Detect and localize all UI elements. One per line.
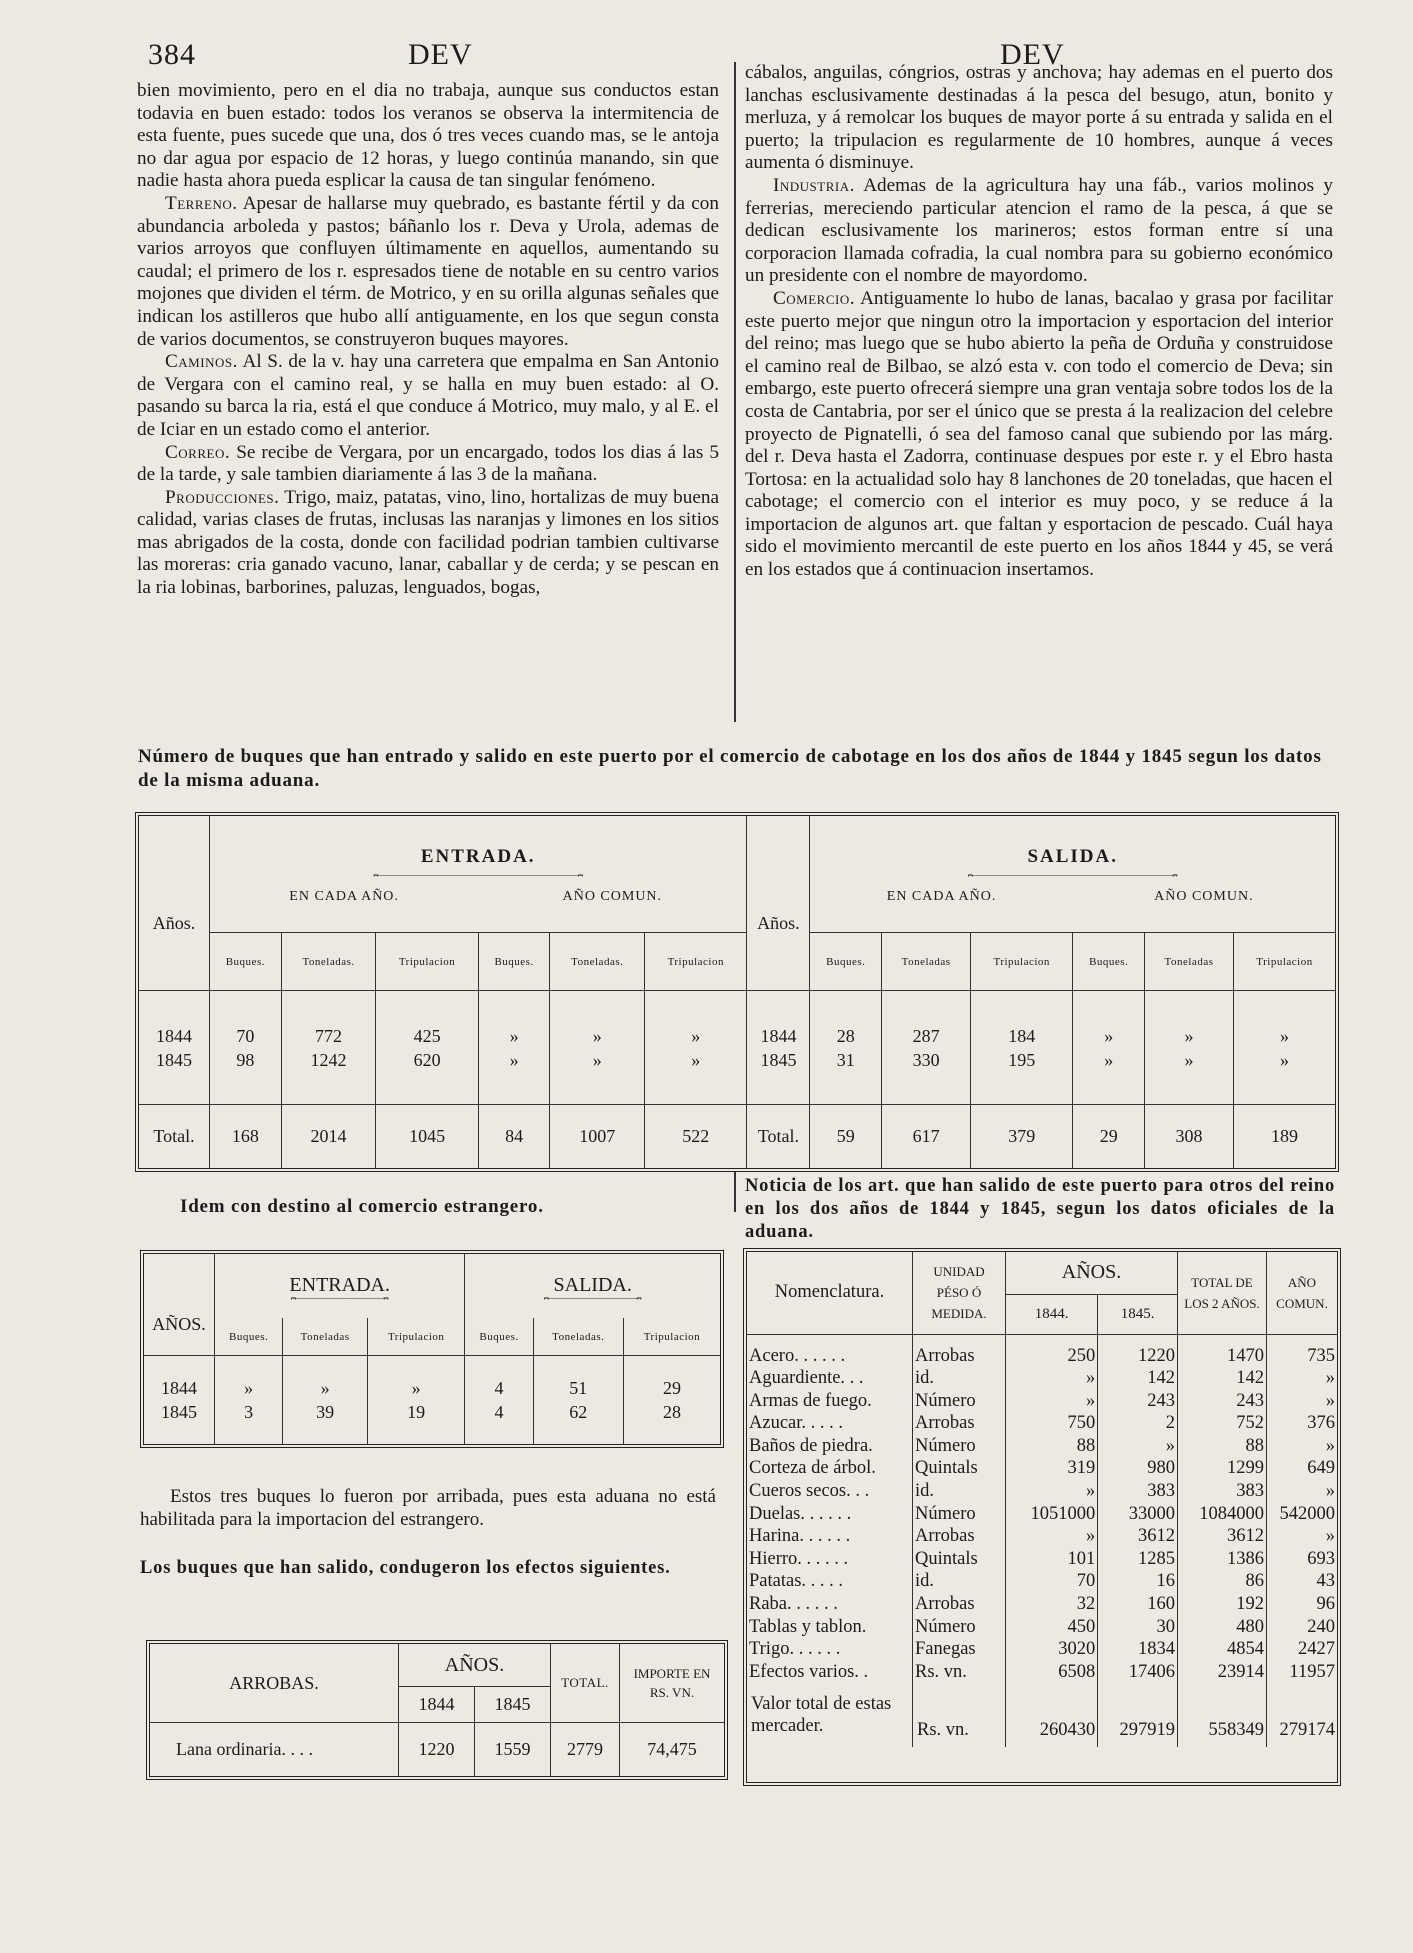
paragraph-heading: Producciones. xyxy=(165,486,280,508)
cell-value: 23914 xyxy=(1217,1661,1264,1682)
entrada-label-t2: ENTRADA. xyxy=(289,1274,390,1296)
total-value: 297919 xyxy=(1098,1683,1178,1747)
cell-value: Aguardiente. . . xyxy=(749,1368,864,1389)
cell-value: 752 xyxy=(1236,1413,1264,1434)
cell-value: Baños de piedra. xyxy=(749,1435,873,1456)
paragraph-text: Antiguamente lo hubo de lanas, bacalao y grasa por facilitar este puerto mejor que ningun otro la importacion y esportacion del interior del reino; mas luego que se hubo abierto la peña de Orduña y construidose el camino real de Bilbao, se alzó esta v. con todo el comercio de Deva; sin embargo, este puerto ofrecerá siempre una gran ventaja sobre todos los de la costa de Cantabria, por ser el único que se presta á la realizacion del celebre proyecto de Pignatelli, ó sea del famoso canal que subiendo por las márg. del r. Deva hasta el Zadorra, continuase despues por este r. y el Ebro hasta Tortosa: en la actualidad solo hay 8 lanchones de 20 toneladas, que hacen el cabotage; el comercio con el interior es muy poco, y se reduce á la importacion de algunos art. que faltan y esportacion de pescado. Cuál haya sido el movimiento mercantil de este puerto en los años 1844 y 45, se verá en los estados que á continuacion insertamos. xyxy=(745,287,1333,581)
cell-value: 86 xyxy=(1245,1571,1264,1592)
cell-value: 62 xyxy=(569,1402,588,1423)
total-header-t3: TOTAL. xyxy=(551,1644,620,1723)
header-right: DEV xyxy=(1000,38,1065,71)
cell-value: 693 xyxy=(1307,1548,1335,1569)
table3-title: Los buques que han salido, condugeron los efectos siguientes. xyxy=(140,1558,671,1578)
table-cell xyxy=(215,1356,283,1444)
exported-goods-table xyxy=(146,1640,728,1780)
year-cell xyxy=(747,991,810,1105)
cell-value: » xyxy=(691,1049,701,1070)
arrobas-header: ARROBAS. xyxy=(229,1672,319,1693)
paragraph-text: Se recibe de Vergara, por un encargado, todos los dias á las 5 de la tarde, y sale tambien diariamente á las 3 de la mañana. xyxy=(137,441,719,486)
cell-value: Tablas y tablon. xyxy=(749,1616,867,1637)
cell-value: 772 xyxy=(315,1025,343,1046)
total-header-t4: TOTAL DE LOS 2 AÑOS. xyxy=(1178,1252,1267,1334)
cell-value: Quintals xyxy=(915,1458,978,1479)
column-header: Toneladas xyxy=(882,932,971,990)
cell-value: 184 xyxy=(1008,1025,1036,1046)
cell-value: 649 xyxy=(1307,1458,1335,1479)
cell-value: » xyxy=(320,1378,330,1399)
cell-value: 4 xyxy=(494,1378,504,1399)
column-header: Buques. xyxy=(810,932,882,990)
paragraph xyxy=(137,487,719,600)
cell-value: » xyxy=(1104,1049,1114,1070)
value-cell xyxy=(1098,1334,1178,1683)
cell-value: 1844 xyxy=(760,1025,797,1046)
total-cell: 522 xyxy=(645,1105,747,1168)
paragraph-heading: Caminos. xyxy=(165,351,238,373)
column-header: Tripulacion xyxy=(645,932,747,990)
cell-value: 1299 xyxy=(1227,1458,1264,1479)
cell-value: 620 xyxy=(413,1049,441,1070)
cell-value: Harina. . . . . . xyxy=(749,1526,851,1547)
table-cell: 1220 xyxy=(399,1723,475,1776)
paragraph xyxy=(137,193,719,351)
column-header: Buques. xyxy=(478,932,550,990)
cell-value: 319 xyxy=(1067,1458,1096,1479)
cell-value: 32 xyxy=(1076,1594,1096,1615)
column-header: Toneladas. xyxy=(550,932,645,990)
total-cell: 189 xyxy=(1233,1105,1335,1168)
cell-value: 4854 xyxy=(1227,1639,1264,1660)
cell-value: Armas de fuego. xyxy=(749,1390,872,1411)
cell-value: 750 xyxy=(1067,1413,1096,1434)
column-header: Tripulacion xyxy=(376,932,478,990)
cell-value: Efectos varios. . xyxy=(749,1661,869,1682)
cabotage-table: Años. ENTRADA. ⎴‾‾‾‾‾‾‾‾‾‾‾‾‾‾‾‾‾‾‾‾‾‾‾‾‾‾‾‾‾‾‾‾‾‾‾‾‾‾‾‾‾‾‾‾‾‾‾‾‾‾⎴ EN CADA AÑO. AÑO COMUN. Años. SALIDA. ⎴‾‾‾‾‾‾‾‾‾‾‾‾‾‾‾‾‾‾‾‾‾‾‾‾‾‾‾‾‾‾‾‾‾‾‾‾‾‾‾‾‾‾‾‾‾‾‾‾‾‾⎴ EN CADA AÑO. AÑO COMUN. Buques. Toneladas. Tripulacion Buques. Toneladas. Tripulacion Buques. Toneladas Tripulacion Buques. Toneladas Tripulacion 1844 1845 70 98 772 1242 425 620 » » » » » » 1844 1845 28 31 287 330 184 195 » » » » » » Total. 168 2014 1045 84 1007 522 Total. 59 617 379 29 308 189 xyxy=(135,812,1339,1172)
cell-value: » xyxy=(1279,1025,1289,1046)
table-cell xyxy=(810,991,882,1105)
unidad-cell xyxy=(913,1334,1006,1683)
cell-value: Arrobas xyxy=(915,1594,975,1615)
nomenclatura-header: Nomenclatura. xyxy=(774,1282,885,1303)
cell-value: 243 xyxy=(1147,1390,1175,1411)
table-cell xyxy=(281,991,376,1105)
column-header: Buques. xyxy=(210,932,282,990)
column-header: Tripulacion xyxy=(971,932,1073,990)
cell-value: 735 xyxy=(1307,1345,1335,1366)
col-1845-t3: 1845 xyxy=(475,1687,551,1723)
cell-value: Corteza de árbol. xyxy=(749,1458,876,1479)
paragraph-text: Apesar de hallarse muy quebrado, es bastante fértil y da con abundancia arboleda y pastos; báñanlo los r. Deva y Urola, ademas de varios arroyos que confluyen últimamente en aquellos, aumentando su caudal; el primero de los r. espresados tiene de notable en su centro varios mojones que dividen el térm. de Motrico, y en su orilla algunas señales que indican los astilleros que hubo allí antiguamente, en los que segun consta de varios documentos, se construyeron buques mayores. xyxy=(137,192,719,350)
cell-value: 70 xyxy=(1076,1571,1096,1592)
total-cell: 617 xyxy=(882,1105,971,1168)
cell-value: Número xyxy=(915,1616,976,1637)
cell-value: 192 xyxy=(1236,1594,1264,1615)
paragraph-heading: Terreno. xyxy=(165,192,238,214)
cell-value: 98 xyxy=(236,1049,255,1070)
cell-value: Arrobas xyxy=(915,1413,975,1434)
paragraph xyxy=(137,80,719,193)
total-cell: 84 xyxy=(478,1105,550,1168)
column-header: Tripulacion xyxy=(367,1318,464,1356)
col-1844-t3: 1844 xyxy=(399,1687,475,1723)
cell-value: Patatas. . . . . xyxy=(749,1571,844,1592)
cell-value: 330 xyxy=(912,1049,940,1070)
cell-value: » xyxy=(1104,1025,1114,1046)
cell-value: 542000 xyxy=(1279,1503,1335,1524)
value-cell xyxy=(1267,1334,1338,1683)
paragraph xyxy=(137,351,719,441)
cell-value: » xyxy=(1279,1049,1289,1070)
column-header: Buques. xyxy=(465,1318,533,1356)
anos-header-t4: AÑOS. xyxy=(1006,1252,1178,1294)
cell-value: 30 xyxy=(1156,1616,1175,1637)
cell-value: 195 xyxy=(1008,1049,1036,1070)
cell-value: 39 xyxy=(316,1402,335,1423)
cell-value: 43 xyxy=(1316,1571,1335,1592)
cell-value: » xyxy=(509,1049,519,1070)
salida-label-t2: SALIDA. xyxy=(553,1274,632,1296)
cell-value: 1220 xyxy=(1138,1345,1175,1366)
cell-value: 1844 xyxy=(156,1025,192,1046)
table-cell xyxy=(367,1356,464,1444)
cell-value: 1470 xyxy=(1227,1345,1264,1366)
total-cell: 1045 xyxy=(376,1105,478,1168)
anos-label: Años. xyxy=(152,912,196,933)
paragraph-text: Al S. de la v. hay una carretera que empalma en San Antonio de Vergara con el camino real, y se halla en muy buen estado: al O. pasando su barca la ria, está el que conduce á Motrico, muy malo, y al E. el de Iciar en un estado como el anterior. xyxy=(137,351,719,440)
value-cell xyxy=(1178,1334,1267,1683)
cell-value: Número xyxy=(915,1435,976,1456)
column-header: Buques. xyxy=(215,1318,283,1356)
en-cada-ano-entrada: EN CADA AÑO. xyxy=(289,889,399,904)
cell-value: 88 xyxy=(1245,1435,1264,1456)
cell-value: » xyxy=(1325,1435,1335,1456)
total-cell: 308 xyxy=(1145,1105,1234,1168)
table-cell xyxy=(550,991,645,1105)
cell-value: » xyxy=(1325,1390,1335,1411)
cell-value: 287 xyxy=(912,1025,940,1046)
cell-value: 3 xyxy=(244,1402,254,1423)
right-text-column xyxy=(745,62,1333,582)
cell-value: » xyxy=(1086,1390,1096,1411)
cell-value: Fanegas xyxy=(915,1639,976,1660)
cell-value: » xyxy=(411,1378,421,1399)
table-cell xyxy=(1233,991,1335,1105)
cell-value: » xyxy=(691,1025,701,1046)
cell-value: » xyxy=(1086,1481,1096,1502)
cell-value: Cueros secos. . . xyxy=(749,1481,870,1502)
cell-value: 16 xyxy=(1156,1571,1175,1592)
cell-value: 1386 xyxy=(1227,1548,1264,1569)
column-header: Toneladas xyxy=(283,1318,368,1356)
cell-value: Arrobas xyxy=(915,1345,975,1366)
cell-value: 70 xyxy=(236,1025,255,1046)
cell-value: » xyxy=(1086,1526,1096,1547)
cell-value: Número xyxy=(915,1390,976,1411)
cell-value: Número xyxy=(915,1503,976,1524)
col-1845-t4: 1845. xyxy=(1098,1294,1178,1334)
table-cell xyxy=(623,1356,720,1444)
cell-value: Arrobas xyxy=(915,1526,975,1547)
cell-value: 425 xyxy=(413,1025,441,1046)
cell-value: 142 xyxy=(1236,1368,1264,1389)
total-value: 279174 xyxy=(1267,1683,1338,1747)
cell-value: 160 xyxy=(1147,1594,1175,1615)
column-header: Toneladas. xyxy=(533,1318,623,1356)
cell-value: 17406 xyxy=(1128,1661,1175,1682)
column-header: Tripulacion xyxy=(1233,932,1335,990)
paragraph-text: bien movimiento, pero en el dia no trabaja, aunque sus conductos estan todavia en buen estado: todos los veranos se observa la intermitencia de esta fuente, pues sucede que una, dos ó tres veces cuando mas, se le antoja no dar agua por espacio de 12 horas, y luego continúa manando, sin que nadie hasta ahora pueda esplicar la causa de tan singular fenómeno. xyxy=(137,80,719,192)
cell-value: 142 xyxy=(1147,1368,1175,1389)
table2-title: Idem con destino al comercio estrangero. xyxy=(180,1196,544,1217)
ano-comun-salida: AÑO COMUN. xyxy=(1154,889,1254,904)
table2-note: Estos tres buques lo fueron por arribada, pues esta aduana no está habilitada para la importacion del estrangero. xyxy=(140,1486,716,1530)
cell-value: Duelas. . . . . . xyxy=(749,1503,852,1524)
cell-value: 450 xyxy=(1067,1616,1096,1637)
year-cell xyxy=(139,991,210,1105)
anos-label-t2: AÑOS. xyxy=(152,1314,206,1335)
cell-value: 2427 xyxy=(1298,1639,1335,1660)
column-header: Buques. xyxy=(1073,932,1145,990)
cell-value: 101 xyxy=(1067,1548,1096,1569)
cell-value: 376 xyxy=(1307,1413,1335,1434)
cell-value: » xyxy=(244,1378,254,1399)
cell-value: Trigo. . . . . . xyxy=(749,1639,841,1660)
total-label: Total. xyxy=(153,1126,195,1147)
cell-value: » xyxy=(1325,1526,1335,1547)
cell-value: » xyxy=(1086,1368,1096,1389)
paragraph xyxy=(745,62,1333,175)
cell-value: Azucar. . . . . xyxy=(749,1413,844,1434)
column-header: Toneladas xyxy=(1145,932,1234,990)
cell-value: » xyxy=(592,1049,602,1070)
cell-value: 29 xyxy=(662,1378,681,1399)
total-cell: 2014 xyxy=(281,1105,376,1168)
table-cell xyxy=(533,1356,623,1444)
table-cell xyxy=(210,991,282,1105)
cell-value: 1242 xyxy=(310,1049,347,1070)
ano-comun-entrada: AÑO COMUN. xyxy=(562,889,663,904)
cell-value: Raba. . . . . . xyxy=(749,1594,838,1615)
total-cell: 1007 xyxy=(550,1105,645,1168)
cell-value: id. xyxy=(915,1571,935,1592)
paragraph-text: cábalos, anguilas, cóngrios, ostras y anchova; hay ademas en el puerto dos lanchas esclusivamente destinadas á la pesca del besugo, atun, bonito y merluza, y á remolcar los buques de mayor porte á su entrada y salida en el puerto; la tripulacion es regularmente de 10 hombres, aunque á veces aumenta ó disminuye. xyxy=(745,62,1333,174)
cell-value: 3020 xyxy=(1058,1639,1096,1660)
cell-value: 28 xyxy=(662,1402,681,1423)
table-cell xyxy=(1145,991,1234,1105)
importe-header: IMPORTE EN RS. VN. xyxy=(620,1644,725,1723)
header-left: DEV xyxy=(408,38,473,71)
total-unit: Rs. vn. xyxy=(913,1683,1006,1747)
total-value: 558349 xyxy=(1178,1683,1267,1747)
cell-value: 96 xyxy=(1316,1594,1335,1615)
cell-value: 1844 xyxy=(161,1378,197,1399)
table-cell: 2779 xyxy=(551,1723,620,1776)
cell-value: 28 xyxy=(836,1025,855,1046)
paragraph-text: Trigo, maiz, patatas, vino, lino, hortalizas de muy buena calidad, varias clases de frutas, inclusas las naranjas y limones en los sitios mas abrigados de la costa, donde con facilidad podrian tambien cultivarse las moreras: cria ganado vacuno, lanar, caballar y de cerda; y se pescan en la ria lobinas, barborines, paluzas, lenguados, bogas, xyxy=(137,486,719,599)
table-cell xyxy=(465,1356,533,1444)
cell-value: 33000 xyxy=(1128,1503,1175,1524)
cell-value: 4 xyxy=(494,1402,504,1423)
column-header: Tripulacion xyxy=(623,1318,720,1356)
cell-value: » xyxy=(592,1025,602,1046)
cell-value: 11957 xyxy=(1289,1661,1335,1682)
cell-value: 480 xyxy=(1236,1616,1264,1637)
row-label: Lana ordinaria. . . . xyxy=(176,1739,313,1760)
paragraph-text: Ademas de la agricultura hay una fáb., varios molinos y ferrerias, mereciendo particular atencion el ramo de la pesca, á que se dedican esclusivamente los marineros; estos forman entre sí una corporacion llamada cofradia, la cual nombra para su gobierno económico un presidente con el nombre de mayordomo. xyxy=(745,174,1333,287)
total-cell: 59 xyxy=(810,1105,882,1168)
cell-value: 1051000 xyxy=(1030,1503,1096,1524)
paragraph xyxy=(745,288,1333,582)
cell-value: 1084000 xyxy=(1199,1503,1264,1524)
table-cell xyxy=(971,991,1073,1105)
table1-title: Número de buques que han entrado y salido en este puerto por el comercio de cabotage en los dos años de 1844 y 1845 segun los datos de la misma aduana. xyxy=(138,746,1322,791)
cell-value: 19 xyxy=(407,1402,426,1423)
cell-value: Rs. vn. xyxy=(915,1661,967,1682)
cell-value: id. xyxy=(915,1481,935,1502)
paragraph xyxy=(745,175,1333,288)
table-cell xyxy=(283,1356,368,1444)
cell-value: Acero. . . . . . xyxy=(749,1345,846,1366)
cell-value: 88 xyxy=(1076,1435,1096,1456)
column-header: Toneladas. xyxy=(281,932,376,990)
cell-value: 1845 xyxy=(161,1402,197,1423)
entrada-label: ENTRADA. xyxy=(420,846,536,867)
nomenclatura-cell xyxy=(747,1334,913,1683)
en-cada-ano-salida: EN CADA AÑO. xyxy=(886,889,997,904)
table-cell xyxy=(478,991,550,1105)
paragraph-heading: Comercio. xyxy=(773,287,856,309)
cell-value: 3612 xyxy=(1227,1526,1264,1547)
total-label: Valor total de estas mercader. xyxy=(751,1694,892,1737)
paragraph-heading: Correo. xyxy=(165,441,231,463)
salida-label: SALIDA. xyxy=(1027,846,1118,867)
cell-value: » xyxy=(509,1025,519,1046)
table4-title: Noticia de los art. que han salido de este puerto para otros del reino en los dos años de 1844 y 1845, segun los datos oficiales de la aduana. xyxy=(745,1176,1335,1242)
cell-value: » xyxy=(1325,1368,1335,1389)
cell-value: 6508 xyxy=(1058,1661,1096,1682)
cell-value: 1834 xyxy=(1138,1639,1175,1660)
table-cell: 74,475 xyxy=(620,1723,725,1776)
total-cell: 168 xyxy=(210,1105,282,1168)
anos-label-salida: Años. xyxy=(747,816,810,991)
articles-table xyxy=(743,1248,1341,1786)
cell-value: 1845 xyxy=(760,1049,797,1070)
value-cell xyxy=(1006,1334,1098,1683)
cell-value: 980 xyxy=(1147,1458,1175,1479)
foreign-trade-table: AÑOS. ENTRADA. ⎴‾‾‾‾‾‾‾‾‾‾‾‾‾‾‾‾‾‾‾‾‾‾⎴ SALIDA. ⎴‾‾‾‾‾‾‾‾‾‾‾‾‾‾‾‾‾‾‾‾‾‾⎴ Buques. Toneladas Tripulacion Buques. Toneladas. Tripulacion 1844 1845 » 3 » 39 » 19 4 4 51 62 29 28 xyxy=(140,1250,724,1448)
cell-value: » xyxy=(1325,1481,1335,1502)
cell-value: 1845 xyxy=(156,1049,192,1070)
cell-value: 250 xyxy=(1067,1345,1096,1366)
cell-value: 383 xyxy=(1236,1481,1264,1502)
cell-value: 1285 xyxy=(1138,1548,1175,1569)
cell-value: 31 xyxy=(836,1049,855,1070)
total-label: Total. xyxy=(747,1105,810,1168)
paragraph xyxy=(137,442,719,487)
anos-header-t3: AÑOS. xyxy=(399,1644,551,1687)
comun-header-t4: AÑO COMUN. xyxy=(1267,1252,1338,1334)
table-cell: 1559 xyxy=(475,1723,551,1776)
table-cell xyxy=(882,991,971,1105)
total-cell: 379 xyxy=(971,1105,1073,1168)
cell-value: 243 xyxy=(1236,1390,1264,1411)
cell-value: 240 xyxy=(1307,1616,1335,1637)
year-cell xyxy=(144,1356,215,1444)
table-cell xyxy=(376,991,478,1105)
page-number: 384 xyxy=(148,38,196,71)
cell-value: » xyxy=(1184,1049,1194,1070)
table-cell xyxy=(1073,991,1145,1105)
cell-value: 383 xyxy=(1147,1481,1175,1502)
cell-value: id. xyxy=(915,1368,935,1389)
column-divider xyxy=(734,62,736,722)
cell-value: 51 xyxy=(569,1378,588,1399)
cell-value: 2 xyxy=(1165,1413,1175,1434)
unidad-header: UNIDAD PÉSO Ó MEDIDA. xyxy=(913,1252,1006,1334)
cell-value: » xyxy=(1165,1435,1175,1456)
cell-value: 3612 xyxy=(1138,1526,1175,1547)
left-text-column xyxy=(137,80,719,600)
cell-value: Quintals xyxy=(915,1548,978,1569)
col-1844-t4: 1844. xyxy=(1006,1294,1098,1334)
paragraph-heading: Industria. xyxy=(773,174,855,196)
table-cell xyxy=(645,991,747,1105)
cell-value: » xyxy=(1184,1025,1194,1046)
cell-value: Hierro. . . . . . xyxy=(749,1548,849,1569)
total-value: 260430 xyxy=(1006,1683,1098,1747)
total-cell: 29 xyxy=(1073,1105,1145,1168)
